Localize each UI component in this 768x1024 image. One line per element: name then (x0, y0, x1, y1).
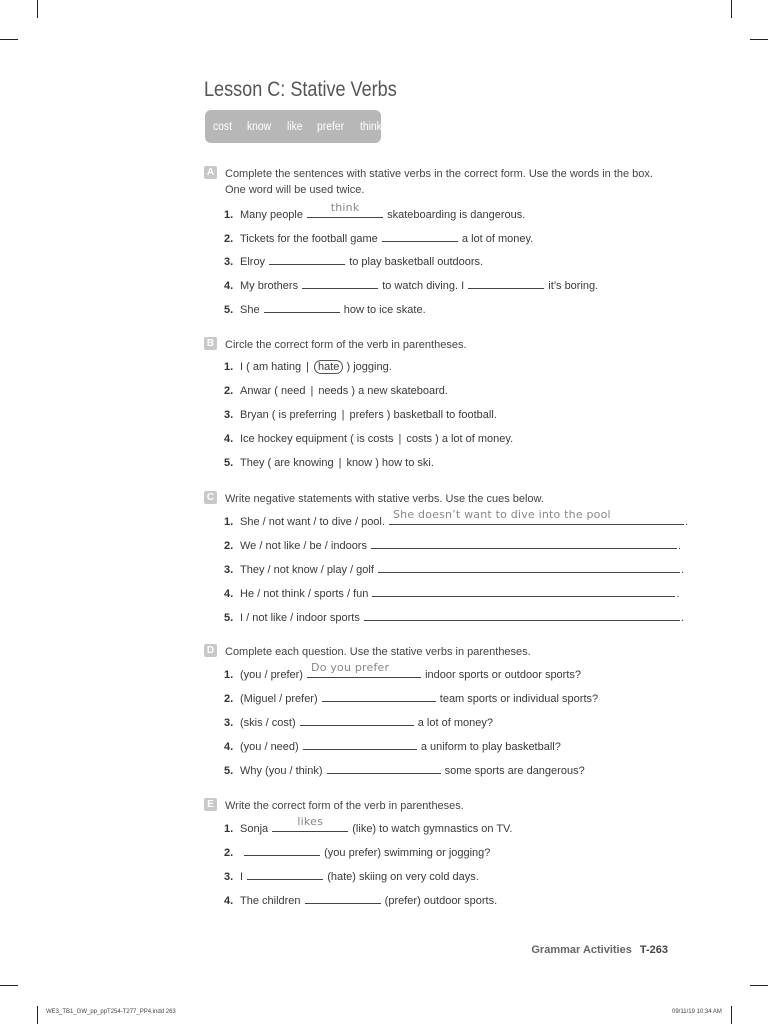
exercise-item: 4. Ice hockey equipment ( is costs | costs ) a lot of money. (224, 433, 514, 445)
section-badge: B (204, 337, 217, 350)
instruction: Circle the correct form of the verb in parentheses. (225, 339, 467, 351)
exercise-item: 2. (you prefer) swimming or jogging? (224, 844, 490, 860)
page-number: T-263 (639, 944, 668, 956)
answer-blank[interactable] (244, 844, 320, 856)
exercise-item: 3. Elroy to play basketball outdoors. (224, 253, 483, 269)
item-number: 3. (224, 256, 234, 268)
item-number: 4. (224, 433, 234, 445)
word-box-item: like (286, 120, 303, 133)
answer-blank[interactable] (264, 301, 340, 313)
option[interactable]: is preferring (278, 409, 337, 421)
item-number: 5. (224, 765, 234, 777)
instruction: Complete each question. Use the stative verbs in parentheses. (225, 646, 531, 658)
exercise-item: 1. I ( am hating | hate ) jogging. (224, 361, 392, 373)
answer-line[interactable] (371, 537, 677, 549)
section-badge: D (204, 644, 217, 657)
item-number: 2. (224, 847, 234, 859)
exercise-item: 4. The children (prefer) outdoor sports. (224, 892, 497, 908)
option[interactable]: needs (318, 385, 349, 397)
item-number: 3. (224, 717, 234, 729)
handwritten-answer: She doesn’t want to dive into the pool (393, 508, 611, 521)
item-number: 3. (224, 564, 234, 576)
exercise-item: 4. He / not think / sports / fun . (224, 585, 680, 601)
exercise-item: 1. Many people think skateboarding is dangerous. (224, 201, 526, 221)
circled-option[interactable]: hate (314, 360, 343, 374)
answer-line[interactable] (372, 585, 675, 597)
item-number: 3. (224, 871, 234, 883)
item-number: 4. (224, 895, 234, 907)
instruction: Write negative statements with stative verbs. Use the cues below. (225, 493, 544, 505)
item-number: 4. (224, 280, 234, 292)
crop-mark (0, 985, 18, 986)
print-slug-file: WE3_TB1_GW_pp_ppT254-T277_PP4.indd 263 (46, 1009, 176, 1015)
item-number: 4. (224, 588, 234, 600)
option[interactable]: is costs (356, 433, 394, 445)
option[interactable]: am hating (252, 361, 302, 373)
option[interactable]: know (346, 457, 373, 469)
option[interactable]: are knowing (274, 457, 334, 469)
exercise-item: 3. (skis / cost) a lot of money? (224, 714, 493, 730)
answer-blank[interactable] (303, 738, 417, 750)
answer-blank[interactable] (382, 230, 458, 242)
exercise-item: 2. Tickets for the football game a lot of money. (224, 230, 533, 246)
handwritten-answer: Do you prefer (311, 661, 390, 674)
answer-line[interactable] (364, 609, 680, 621)
exercise-item: 2. We / not like / be / indoors . (224, 537, 681, 553)
word-box-item: think (360, 120, 383, 133)
item-number: 3. (224, 409, 234, 421)
crop-mark (731, 1006, 732, 1024)
exercise-item: 4. My brothers to watch diving. I it’s boring. (224, 277, 598, 293)
exercise-item: 5. Why (you / think) some sports are dangerous? (224, 762, 585, 778)
item-number: 2. (224, 693, 234, 705)
exercise-item: 3. I (hate) skiing on very cold days. (224, 868, 479, 884)
section-badge: E (204, 798, 217, 811)
exercise-item: 3. Bryan ( is preferring | prefers ) basketball to football. (224, 409, 497, 421)
answer-blank[interactable] (305, 892, 381, 904)
section-badge: A (204, 166, 217, 179)
section-badge: C (204, 491, 217, 504)
word-box-item: prefer (317, 120, 345, 133)
exercise-item: 1. (you / prefer) Do you prefer indoor sports or outdoor sports? (224, 661, 582, 681)
answer-blank[interactable] (272, 815, 348, 832)
answer-blank[interactable] (247, 868, 323, 880)
item-number: 2. (224, 540, 234, 552)
option[interactable]: prefers (349, 409, 384, 421)
instruction: Write the correct form of the verb in parentheses. (225, 800, 464, 812)
item-number: 2. (224, 385, 234, 397)
item-number: 5. (224, 304, 234, 316)
crop-mark (750, 985, 768, 986)
answer-blank[interactable] (468, 277, 544, 289)
answer-blank[interactable] (307, 661, 421, 678)
option[interactable]: need (280, 385, 306, 397)
instruction: Complete the sentences with stative verbs in the correct form. Use the words in the box. One word will be used twice. (225, 168, 653, 196)
exercise-item: 2. (Miguel / prefer) team sports or individual sports? (224, 690, 598, 706)
handwritten-answer: likes (297, 815, 323, 828)
footer-label: Grammar Activities (531, 944, 632, 956)
answer-blank[interactable] (307, 201, 383, 218)
exercise-item: 5. They ( are knowing | know ) how to ski. (224, 457, 434, 469)
item-number: 1. (224, 823, 234, 835)
answer-blank[interactable] (300, 714, 414, 726)
page-title: Lesson C: Stative Verbs (204, 78, 397, 101)
crop-mark (0, 39, 18, 40)
item-number: 1. (224, 516, 234, 528)
item-number: 4. (224, 741, 234, 753)
exercise-item: 3. They / not know / play / golf . (224, 561, 684, 577)
exercise-item: 1. Sonja likes (like) to watch gymnastics on TV. (224, 815, 513, 835)
crop-mark (37, 0, 38, 18)
handwritten-answer: think (330, 201, 360, 214)
item-number: 5. (224, 457, 234, 469)
print-slug-date: 09/11/19 10:34 AM (672, 1009, 722, 1015)
exercise-item: 5. She how to ice skate. (224, 301, 426, 317)
crop-mark (731, 0, 732, 18)
exercise-item: 4. (you / need) a uniform to play basketball? (224, 738, 561, 754)
page-footer (531, 944, 668, 956)
word-box-item: cost (213, 120, 232, 133)
answer-line[interactable] (378, 561, 680, 573)
exercise-item: 1. She / not want / to dive / pool. She doesn’t want to dive into the pool . (224, 508, 689, 528)
crop-mark (750, 39, 768, 40)
word-box (205, 110, 381, 143)
word-box-item: know (247, 120, 272, 133)
exercise-item: 2. Anwar ( need | needs ) a new skateboard. (224, 385, 448, 397)
item-number: 5. (224, 612, 234, 624)
answer-blank[interactable] (269, 253, 345, 265)
item-number: 1. (224, 669, 234, 681)
item-number: 1. (224, 209, 234, 221)
exercise-item: 5. I / not like / indoor sports . (224, 609, 684, 625)
answer-blank[interactable] (322, 690, 436, 702)
answer-blank[interactable] (302, 277, 378, 289)
answer-blank[interactable] (327, 762, 441, 774)
option[interactable]: costs (406, 433, 433, 445)
item-number: 1. (224, 361, 234, 373)
crop-mark (37, 1006, 38, 1024)
item-number: 2. (224, 233, 234, 245)
